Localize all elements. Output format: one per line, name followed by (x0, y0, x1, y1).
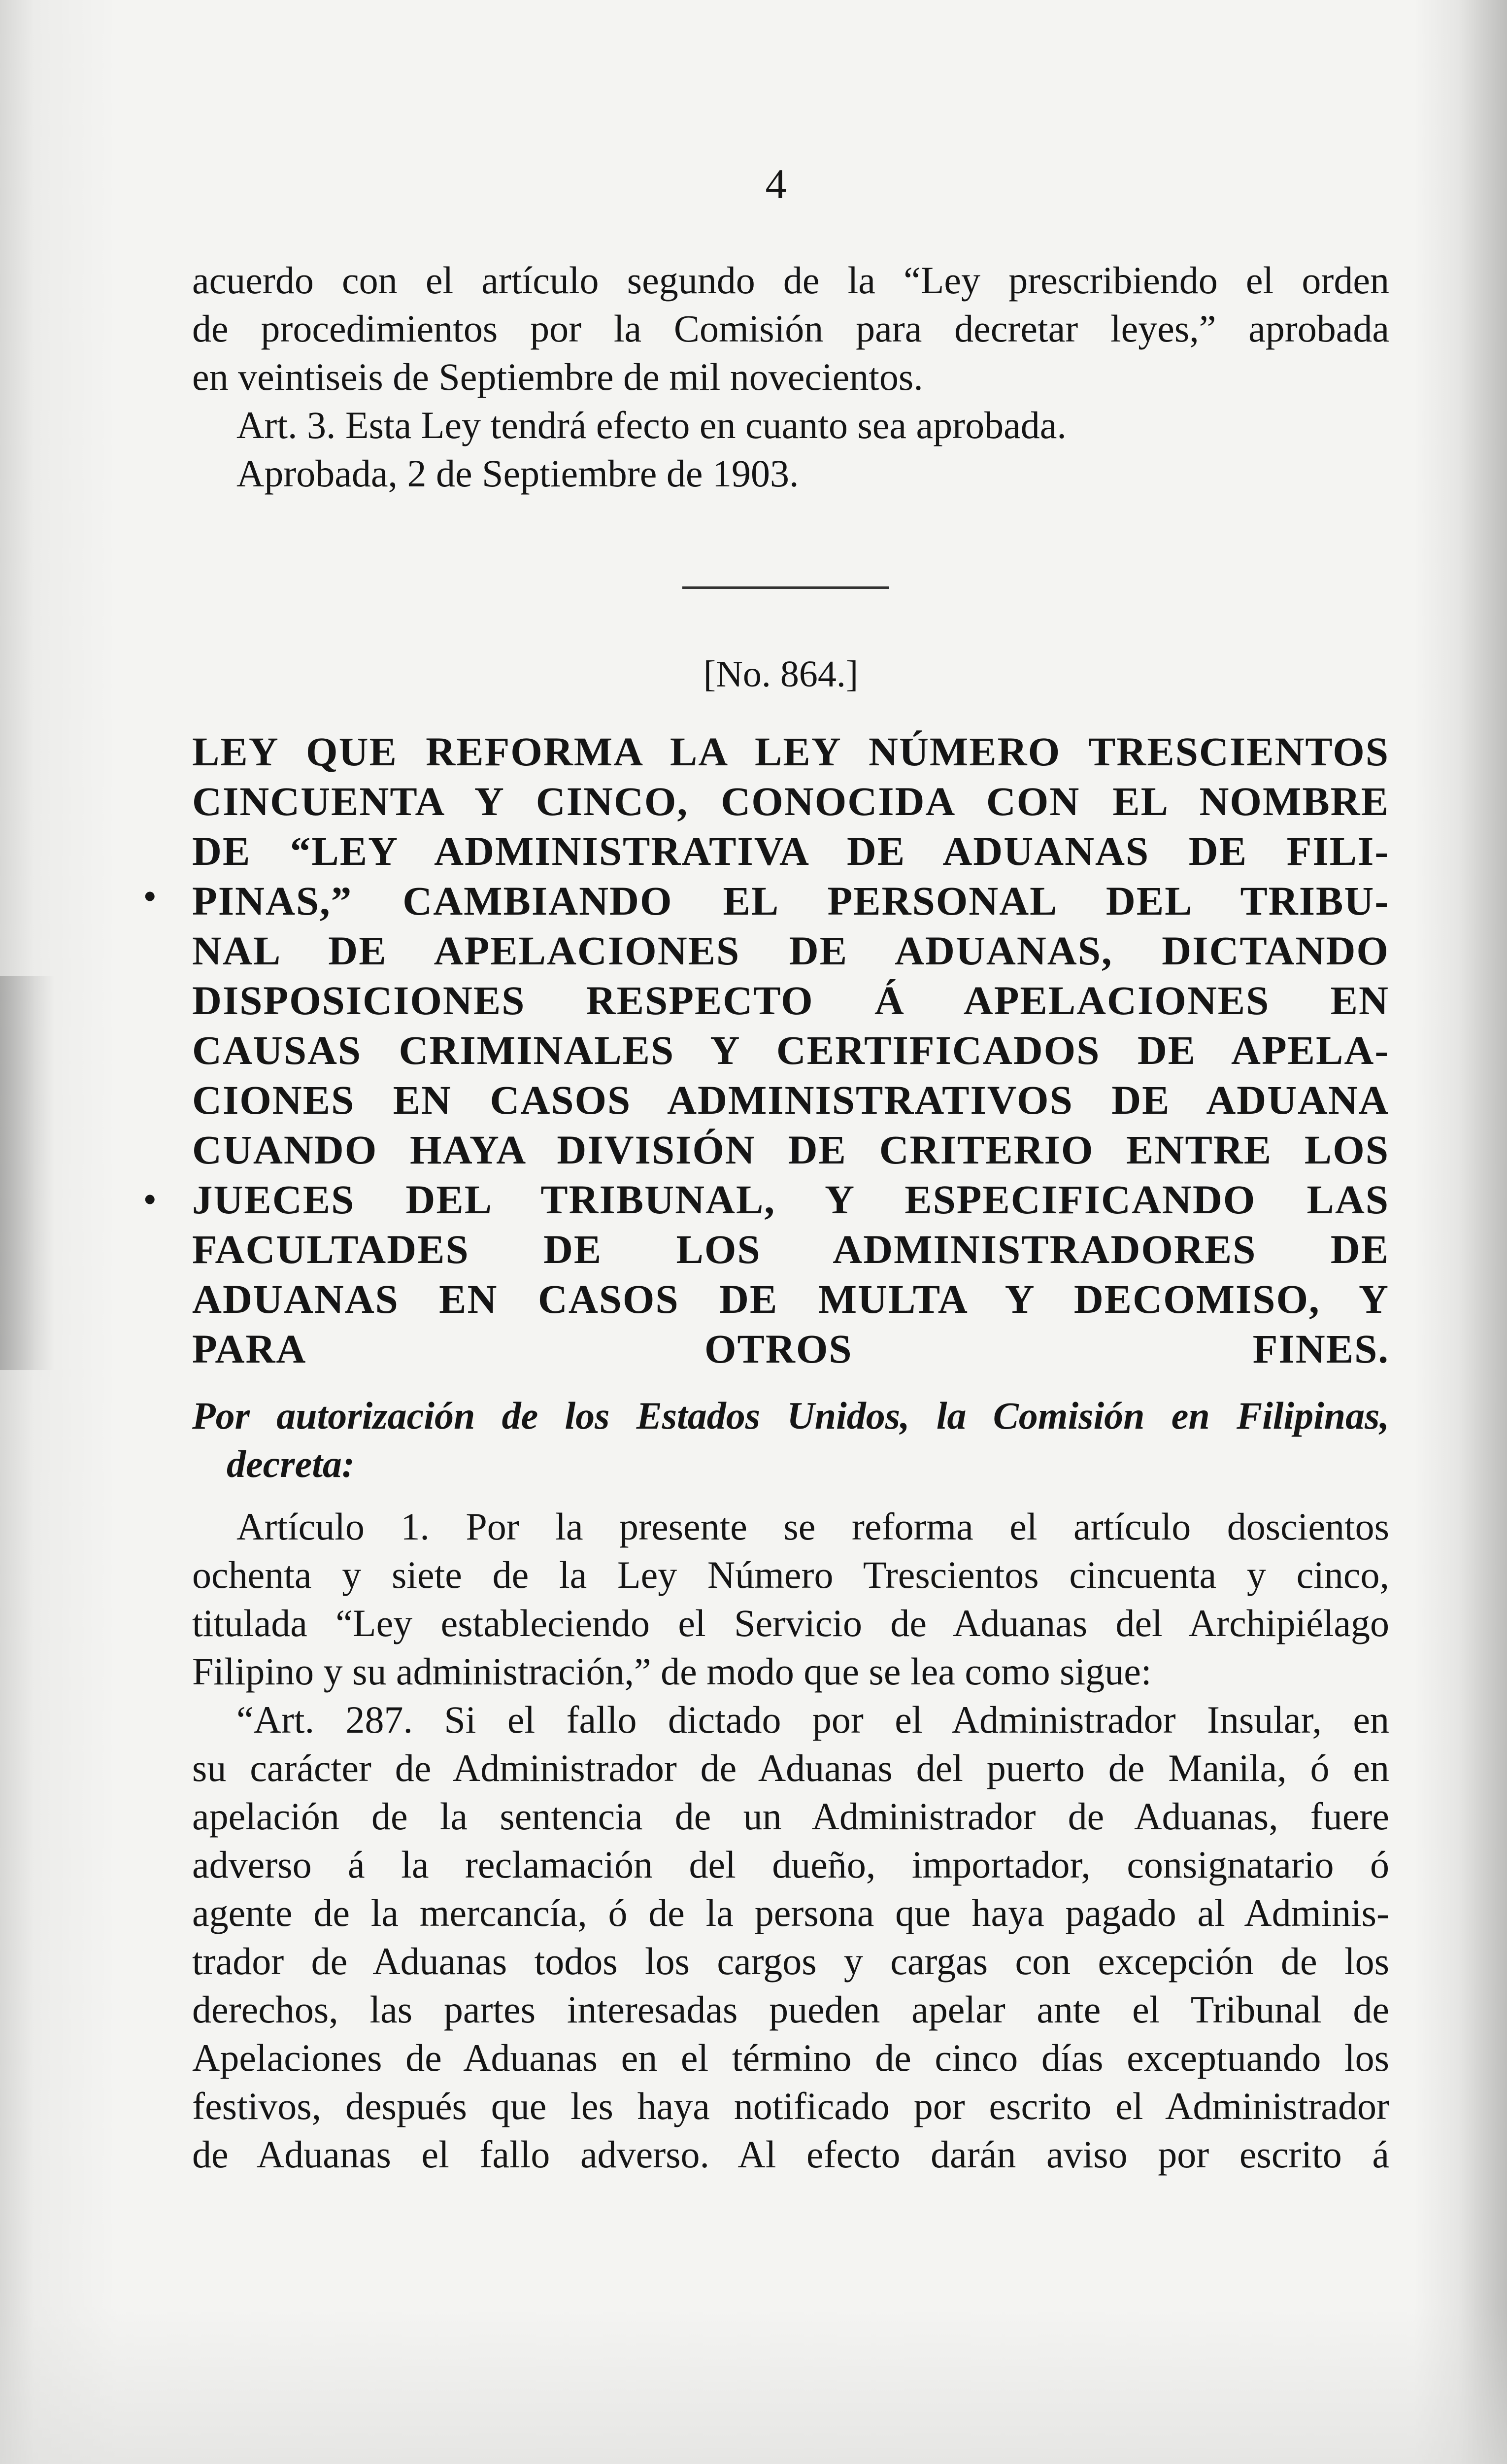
law-title-line: CINCUENTA Y CINCO, CONOCIDA CON EL NOMBRE (192, 779, 1389, 824)
article-line: adverso á la reclamación del dueño, importador, consignatario ó (192, 1843, 1389, 1886)
law-number: [No. 864.] (703, 653, 859, 695)
law-title-line: FACULTADES DE LOS ADMINISTRADORES DE (192, 1227, 1389, 1272)
article-line: de Aduanas el fallo adverso. Al efecto darán aviso por escrito á (192, 2133, 1389, 2176)
law-title-line: PINAS,” CAMBIANDO EL PERSONAL DEL TRIBU- (192, 878, 1389, 924)
law-title-line: JUECES DEL TRIBUNAL, Y ESPECIFICANDO LAS (192, 1177, 1389, 1222)
law-title-line: CUANDO HAYA DIVISIÓN DE CRITERIO ENTRE LOS (192, 1127, 1389, 1172)
article-line: su carácter de Administrador de Aduanas del puerto de Manila, ó en (192, 1746, 1389, 1789)
article-line: derechos, las partes interesadas pueden apelar ante el Tribunal de (192, 1988, 1389, 2031)
law-title-line: DISPOSICIONES RESPECTO Á APELACIONES EN (192, 978, 1389, 1023)
article-line: apelación de la sentencia de un Administrador de Aduanas, fuere (192, 1795, 1389, 1838)
article-line: festivos, después que les haya notificado por escrito el Administrador (192, 2085, 1389, 2127)
continued-text-line: en veintiseis de Septiembre de mil novecientos. (192, 355, 923, 398)
article-line: “Art. 287. Si el fallo dictado por el Administrador Insular, en (236, 1698, 1389, 1741)
law-title-line: CIONES EN CASOS ADMINISTRATIVOS DE ADUANA (192, 1077, 1389, 1123)
approval-line: Aprobada, 2 de Septiembre de 1903. (236, 452, 799, 495)
article-line: Filipino y su administración,” de modo que se lea como sigue: (192, 1650, 1152, 1693)
article-line: Artículo 1. Por la presente se reforma el artículo doscientos (236, 1505, 1389, 1548)
article-3-line: Art. 3. Esta Ley tendrá efecto en cuanto sea aprobada. (236, 404, 1067, 446)
law-title-line: PARA OTROS FINES. (192, 1326, 1389, 1371)
enacting-clause-line: decreta: (227, 1442, 355, 1485)
margin-mark-icon: • (144, 878, 156, 916)
continued-text (192, 256, 1389, 498)
law-title-line: ADUANAS EN CASOS DE MULTA Y DECOMISO, Y (192, 1276, 1389, 1322)
article-line: titulada “Ley estableciendo el Servicio de Aduanas del Archipiélago (192, 1602, 1389, 1644)
article-line: agente de la mercancía, ó de la persona que haya pagado al Adminis- (192, 1891, 1389, 1934)
law-title (192, 727, 1389, 1424)
enacting-clause (192, 1392, 1389, 1489)
scan-bottom-shadow (0, 2306, 1507, 2464)
article-line: Apelaciones de Aduanas en el término de cinco días exceptuando los (192, 2036, 1389, 2079)
article-line: ochenta y siete de la Ley Número Trescientos cincuenta y cinco, (192, 1553, 1389, 1596)
article-line: trador de Aduanas todos los cargos y cargas con excepción de los (192, 1940, 1389, 1983)
section-divider (682, 586, 889, 589)
law-title-line: LEY QUE REFORMA LA LEY NÚMERO TRESCIENTOS (192, 729, 1389, 774)
continued-text-line: acuerdo con el artículo segundo de la “Ley prescribiendo el orden (192, 259, 1389, 302)
article-line (192, 2179, 1389, 2227)
margin-mark-icon: • (144, 1181, 156, 1219)
law-title-line: NAL DE APELACIONES DE ADUANAS, DICTANDO (192, 928, 1389, 973)
page-number: 4 (765, 160, 787, 207)
enacting-clause-line: Por autorización de los Estados Unidos, la Comisión en Filipinas, (192, 1394, 1389, 1437)
article-text (192, 1503, 1389, 2227)
law-title-line: DE “LEY ADMINISTRATIVA DE ADUANAS DE FILI- (192, 828, 1389, 874)
continued-text-line: de procedimientos por la Comisión para decretar leyes,” aprobada (192, 307, 1389, 350)
law-title-line: CAUSAS CRIMINALES Y CERTIFICADOS DE APELA- (192, 1027, 1389, 1073)
scan-edge-shadow (0, 976, 54, 1370)
